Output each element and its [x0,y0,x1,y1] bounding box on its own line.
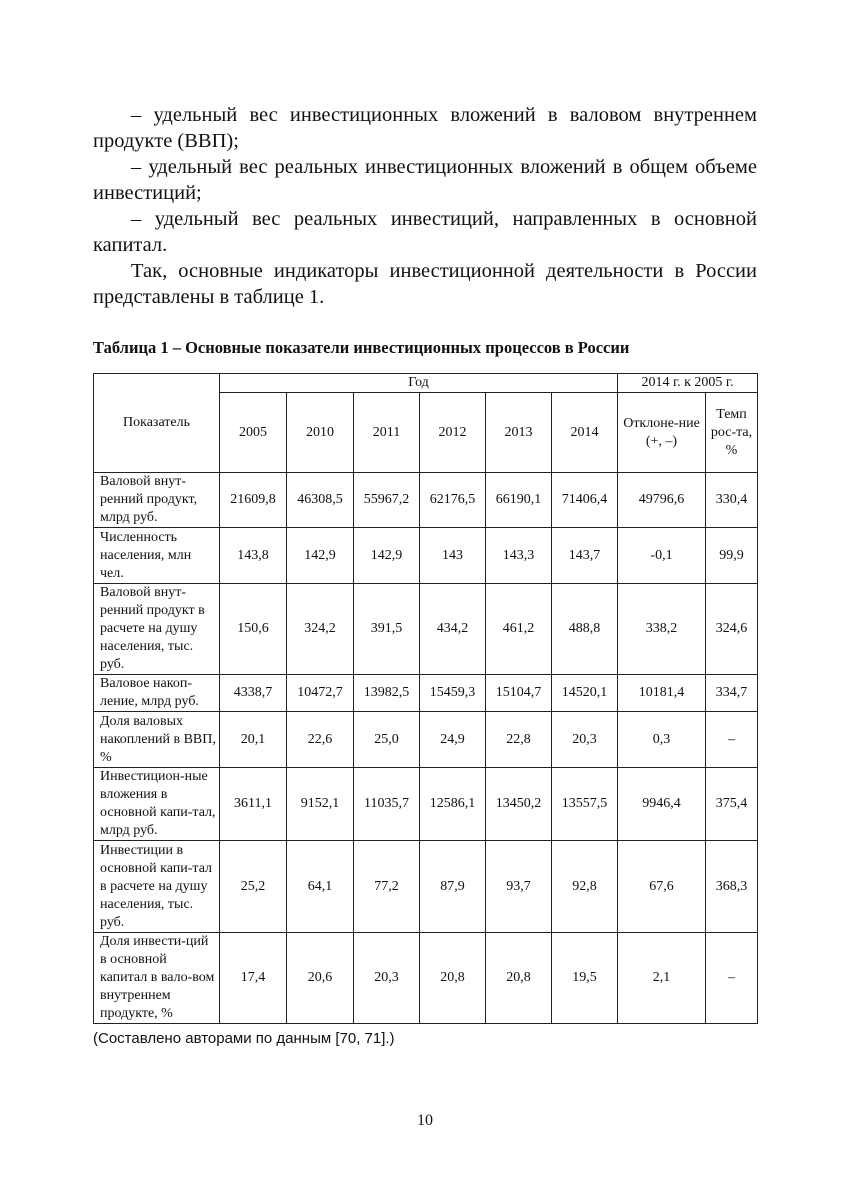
table-cell: 324,6 [706,584,758,675]
table-row [94,841,758,933]
table-cell: 25,0 [354,712,420,768]
indicators-table [93,373,758,1024]
table-cell: 25,2 [220,841,287,933]
row-label: Инвестицион-ные вложения в основной капи-тал, млрд руб. [94,768,220,841]
header-year: 2013 [486,393,552,473]
table-cell: 13450,2 [486,768,552,841]
table-cell: 324,2 [287,584,354,675]
table-cell: 20,8 [420,933,486,1024]
table-cell: 99,9 [706,528,758,584]
header-growth: Темп рос-та, % [706,393,758,473]
header-year: 2010 [287,393,354,473]
bullet-gdp-share: – удельный вес инвестиционных вложений в валовом внутреннем продукте (ВВП); [93,104,757,152]
body-text [93,102,757,310]
table-cell: 17,4 [220,933,287,1024]
table-cell: 46308,5 [287,473,354,528]
table-row [94,473,758,528]
header-comparison-group: 2014 г. к 2005 г. [618,374,758,393]
table-cell: 143 [420,528,486,584]
table-cell: 93,7 [486,841,552,933]
table-cell: 0,3 [618,712,706,768]
row-label: Валовой внут-ренний продукт, млрд руб. [94,473,220,528]
table-cell: – [706,712,758,768]
table-cell: 143,3 [486,528,552,584]
intro-paragraph: Так, основные индикаторы инвестиционной деятельности в России представлены в таблице 1. [93,260,757,308]
source-note: (Составлено авторами по данным [70, 71].) [93,1030,395,1047]
table-cell: 488,8 [552,584,618,675]
table-cell: 461,2 [486,584,552,675]
table-cell: 20,3 [552,712,618,768]
table-cell: 434,2 [420,584,486,675]
table-cell: 142,9 [287,528,354,584]
table-cell: 150,6 [220,584,287,675]
table-cell: 87,9 [420,841,486,933]
table-cell: 3611,1 [220,768,287,841]
table-cell: 10472,7 [287,675,354,712]
table-cell: 15459,3 [420,675,486,712]
table-cell: 14520,1 [552,675,618,712]
table-cell: 334,7 [706,675,758,712]
header-year: 2012 [420,393,486,473]
header-year: 2005 [220,393,287,473]
table-cell: 368,3 [706,841,758,933]
table-cell: 9152,1 [287,768,354,841]
table-cell: 9946,4 [618,768,706,841]
table-row [94,675,758,712]
header-deviation: Отклоне-ние (+, –) [618,393,706,473]
bullet-real-investment-share: – удельный вес реальных инвестиционных вложений в общем объеме инвестиций; [93,156,757,204]
header-year: 2011 [354,393,420,473]
table-caption: Таблица 1 – Основные показатели инвестиционных процессов в России [93,338,630,357]
row-label: Доля инвести-ций в основной капитал в вало-вом внутреннем продукте, % [94,933,220,1024]
table-cell: -0,1 [618,528,706,584]
table-cell: 391,5 [354,584,420,675]
table-cell: 22,6 [287,712,354,768]
table-cell: 330,4 [706,473,758,528]
table-cell: 62176,5 [420,473,486,528]
table-cell: 21609,8 [220,473,287,528]
table-cell: 12586,1 [420,768,486,841]
table-cell: 10181,4 [618,675,706,712]
table-cell: 143,8 [220,528,287,584]
table-cell: 2,1 [618,933,706,1024]
table-cell: 142,9 [354,528,420,584]
table-cell: 20,1 [220,712,287,768]
header-indicator: Показатель [94,374,220,473]
table-cell: 13557,5 [552,768,618,841]
table-cell: 15104,7 [486,675,552,712]
table-row [94,528,758,584]
table-row [94,584,758,675]
table-cell: 20,6 [287,933,354,1024]
table-cell: 92,8 [552,841,618,933]
table-cell: 20,3 [354,933,420,1024]
row-label: Численность населения, млн чел. [94,528,220,584]
table-cell: 338,2 [618,584,706,675]
header-year-group: Год [220,374,618,393]
table-cell: 143,7 [552,528,618,584]
table-row [94,768,758,841]
table-cell: 13982,5 [354,675,420,712]
table-cell: 67,6 [618,841,706,933]
table-cell: 55967,2 [354,473,420,528]
table-row [94,933,758,1024]
table-cell: 49796,6 [618,473,706,528]
row-label: Валовое накоп-ление, млрд руб. [94,675,220,712]
row-label: Инвестиции в основной капи-тал в расчете на душу населения, тыс. руб. [94,841,220,933]
header-year: 2014 [552,393,618,473]
table-cell: 11035,7 [354,768,420,841]
table-cell: 71406,4 [552,473,618,528]
row-label: Доля валовых накоплений в ВВП, % [94,712,220,768]
table-cell: 22,8 [486,712,552,768]
bullet-fixed-capital-share: – удельный вес реальных инвестиций, направленных в основной капитал. [93,208,757,256]
table-cell: 20,8 [486,933,552,1024]
table-cell: 19,5 [552,933,618,1024]
table-cell: 24,9 [420,712,486,768]
table-row [94,712,758,768]
table-cell: 77,2 [354,841,420,933]
table-cell: 375,4 [706,768,758,841]
table-cell: 66190,1 [486,473,552,528]
table-body [94,473,758,1024]
table-cell: – [706,933,758,1024]
table-cell: 64,1 [287,841,354,933]
page-number: 10 [417,1112,433,1129]
row-label: Валовой внут-ренний продукт в расчете на душу населения, тыс. руб. [94,584,220,675]
table-cell: 4338,7 [220,675,287,712]
